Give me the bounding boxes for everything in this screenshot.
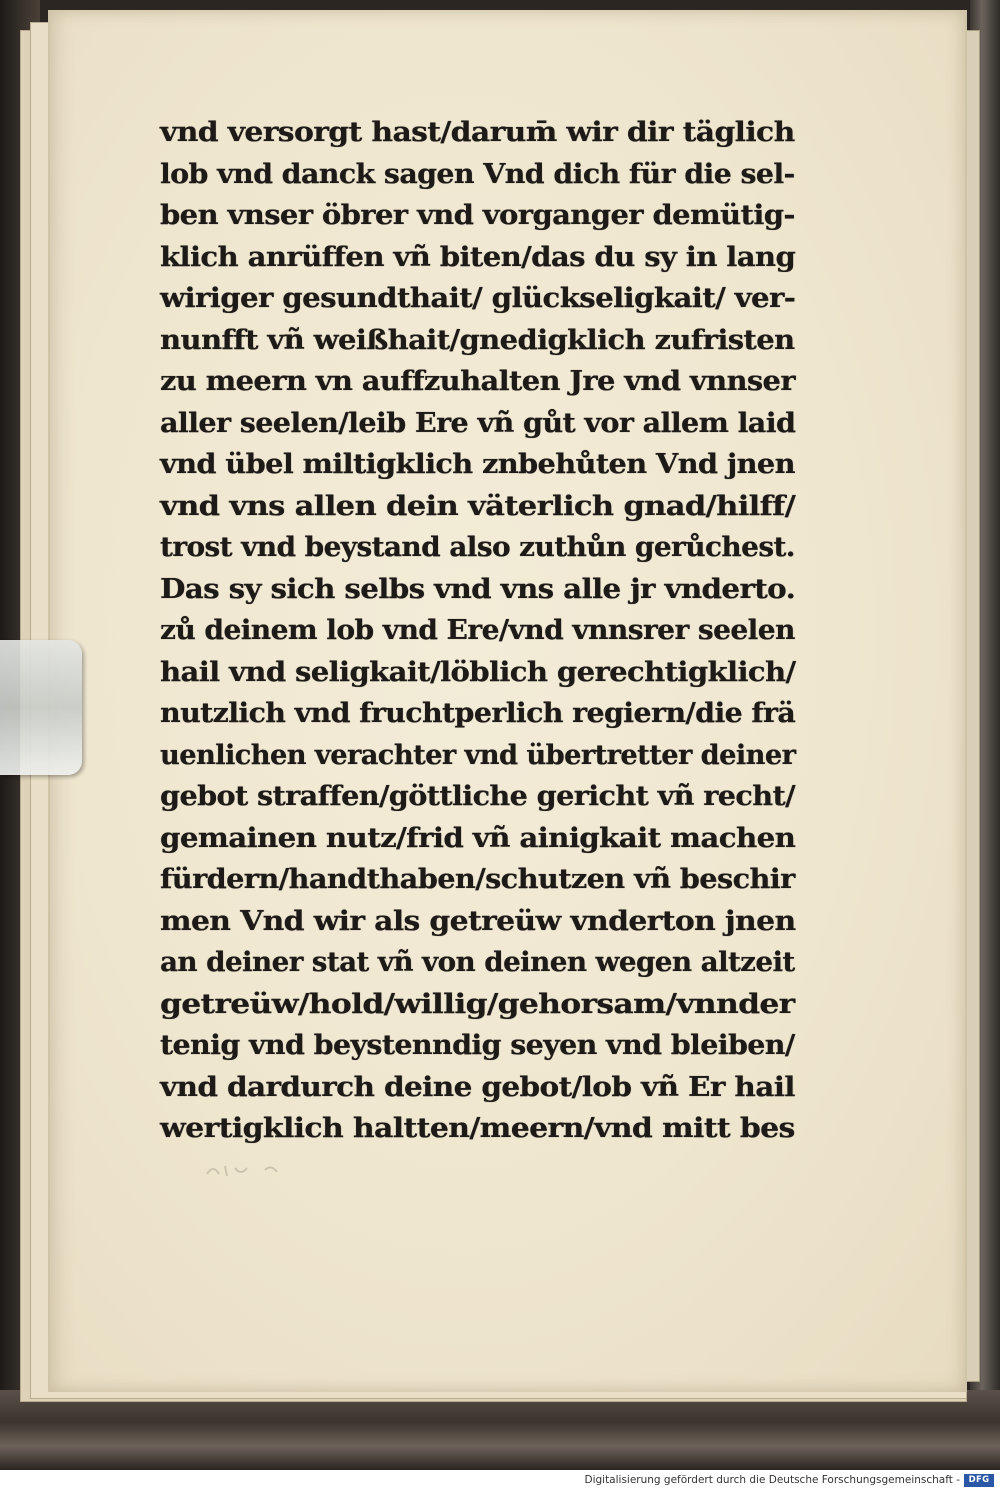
text-line: zu meern vn auffzuhalten Jre vnd vnnser (160, 366, 795, 397)
text-line: wiriger gesundthait/ glückseligkait/ ver- (160, 283, 796, 314)
text-line: an deiner stat vñ von deinen wegen altzeit (160, 947, 795, 978)
text-line: uenlichen verachter vnd übertretter deiner (160, 739, 796, 771)
text-line: gebot straffen/göttliche gericht vñ recht/ (160, 781, 795, 812)
text-line: lob vnd danck sagen Vnd dich für die sel- (160, 158, 795, 190)
bookmark-tab (0, 640, 82, 775)
text-line: klich anrüffen vñ biten/das du sy in lang (160, 241, 796, 273)
text-line: nutzlich vnd fruchtperlich regiern/die frä (160, 698, 796, 729)
funding-credit: Digitalisierung gefördert durch die Deutsche Forschungsgemeinschaft - (584, 1474, 960, 1486)
text-line: vnd vns allen dein väterlich gnad/hilff/ (160, 490, 796, 522)
text-block (160, 112, 795, 1150)
text-line: trost vnd beystand also zuthůn gerůchest. (160, 532, 795, 563)
text-line: wertigklich haltten/meern/vnd mitt bes (160, 1113, 795, 1144)
bleed-through-marks (205, 1160, 285, 1180)
text-line: nunfft vñ weißhait/gnedigklich zufristen (160, 324, 795, 356)
text-line: gemainen nutz/frid vñ ainigkait machen (160, 822, 796, 854)
text-line: vnd versorgt hast/darum̄ wir dir täglich (160, 117, 795, 148)
text-line: hail vnd seligkait/löblich gerechtigklich/ (160, 656, 796, 688)
text-line: fürdern/handthaben/schutzen vñ beschir (160, 864, 795, 895)
text-line: tenig vnd beystenndig seyen vnd bleiben/ (160, 1030, 795, 1061)
text-line: ben vnser öbrer vnd vorganger demütig- (160, 200, 795, 231)
text-line: vnd dardurch deine gebot/lob vñ Er hail (160, 1071, 795, 1103)
text-line: aller seelen/leib Ere vñ gůt vor allem laid (160, 407, 796, 439)
text-line: vnd übel miltigklich znbehůten Vnd jnen (160, 449, 795, 480)
text-line: zů deinem lob vnd Ere/vnd vnnsrer seelen (160, 615, 795, 646)
footer-bar (0, 1470, 1000, 1492)
dfg-logo: DFG (964, 1474, 994, 1487)
text-line: Das sy sich selbs vnd vns alle jr vnderto. (160, 573, 796, 605)
book-cover-bottom (0, 1390, 1000, 1470)
text-line: men Vnd wir als getreüw vnderton jnen (160, 905, 796, 937)
text-line: getreüw/hold/willig/gehorsam/vnnder (160, 988, 795, 1020)
